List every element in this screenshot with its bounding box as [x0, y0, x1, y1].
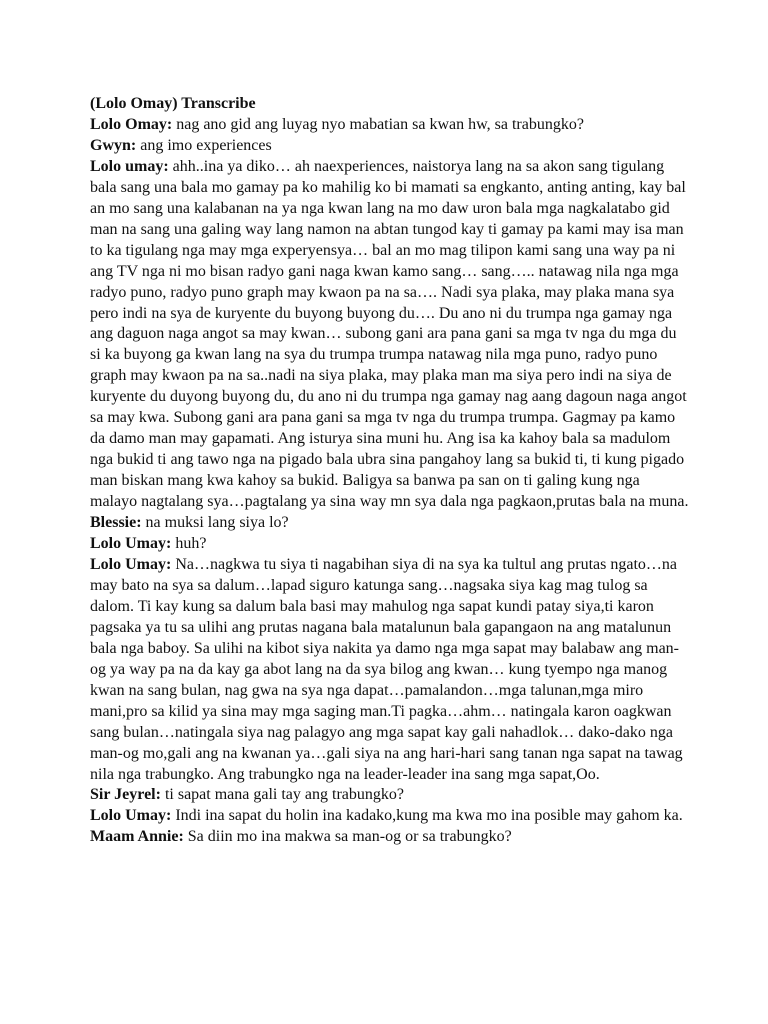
- speaker-name: Lolo Umay:: [90, 555, 172, 573]
- dialogue-text: Sa diin mo ina makwa sa man-og or sa trabungko?: [187, 828, 512, 846]
- speaker-name: Gwyn:: [90, 136, 137, 154]
- dialogue-turn: [90, 157, 690, 513]
- dialogue-text: huh?: [175, 535, 207, 553]
- dialogue-turn: [90, 555, 690, 785]
- dialogue-text: ahh..ina ya diko… ah naexperiences, naistorya lang na sa akon sang tigulang bala sang una bala mo gamay pa ko mahilig ko bi mamati sa engkanto, anting anting, kay bal an mo sang una kalabanan na ya nga kwan lang na mo daw uron bala mga nagkalatabo gid man na sang una galing way lang namon na abtan tungod kay ti gamay pa kami may isa man to ka tigulang nga may mga experyensya… bal an mo mag tilipon kami sang una way pa ni ang TV nga ni mo bisan radyo gani naga kwan kamo sang… sang….. natawag nila nga mga radyo puno, radyo puno graph may kwaon pa na sa…. Nadi sya plaka, may plaka mana sya pero indi na sya de kuryente du buyong buyong du…. Du ano ni du trumpa nga gamay nga ang daguon naga angot sa may kwan… subong gani ara pana gani sa mga tv nga du mga du si ka buyong ga kwan lang na sya du trumpa trumpa natawag nila mga puno, radyo puno graph may kwaon pa na sa..nadi na siya plaka, may plaka man ma siya pero indi na siya de kuryente du duyong buyong du, du ano ni du trumpa nga gamay nag aang dagoun naga angot sa may kwa. Subong gani ara pana gani sa mga tv nga du trumpa trumpa. Gagmay pa kamo da damo man may gapamati. Ang isturya sina muni hu. Ang isa ka kahoy bala sa madulom nga bukid ti ang tawo nga na pigado bala ubra sina pangahoy lang sa bukid ti, ti kung pigado man biskan mang kwa kahoy sa bukid. Baligya sa banwa pa san on ti galing kung nga malayo nagtalang sya…pagtalang ya sina way mn sya dala nga pagkaon,prutas bala na muna.: [90, 157, 689, 511]
- dialogue-text: Indi ina sapat du holin ina kadako,kung ma kwa mo ina posible may gahom ka.: [175, 807, 683, 825]
- dialogue-turn: [90, 513, 690, 534]
- speaker-name: Lolo Umay:: [90, 535, 172, 553]
- speaker-name: Maam Annie:: [90, 828, 184, 846]
- speaker-name: Lolo Umay:: [90, 807, 172, 825]
- dialogue-turn: [90, 115, 690, 136]
- dialogue-text: ti sapat mana gali tay ang trabungko?: [164, 786, 404, 804]
- document-title: (Lolo Omay) Transcribe: [90, 95, 256, 112]
- speaker-name: Blessie:: [90, 514, 142, 532]
- dialogue-text: na muksi lang siya lo?: [145, 514, 289, 532]
- dialogue-text: ang imo experiences: [140, 136, 272, 154]
- dialogue-turn: [90, 136, 690, 157]
- speaker-name: Lolo Omay:: [90, 115, 173, 133]
- dialogue-text: nag ano gid ang luyag nyo mabatian sa kwan hw, sa trabungko?: [176, 115, 584, 133]
- dialogue-turn: [90, 534, 690, 555]
- dialogue-turn: [90, 806, 690, 827]
- transcript-body: [90, 94, 690, 848]
- speaker-name: Sir Jeyrel:: [90, 786, 161, 804]
- dialogue-turn: [90, 785, 690, 806]
- speaker-name: Lolo umay:: [90, 157, 169, 175]
- dialogue-turn: [90, 827, 690, 848]
- dialogue-text: Na…nagkwa tu siya ti nagabihan siya di na sya ka tultul ang prutas ngato…na may bato na sya sa dalum…lapad siguro katunga sang…nagsaka siya kag mag tulog sa dalom. Ti kay kung sa dalum bala basi may mahulog nga sapat kundi patay siya,ti karon pagsaka ya tu sa ulihi ang prutas nagana bala matalunun bala gapangaon na ang matalunun bala nga baboy. Sa ulihi na kibot siya nakita ya damo nga mga sapat may balabaw ang man-og ya way pa na da kay ga abot lang na da sya bilog ang kwan… kung tyempo nga manog kwan na sang bulan, nag gwa na sya nga dapat…pamalandon…mga talunan,mga miro mani,pro sa kilid ya sina may mga saging man.Ti pagka…ahm… natingala karon oagkwan sang bulan…natingala siya nag palagyo ang mga sapat kay gali nahadlok… dako-dako nga man-og mo,gali ang na kwanan ya…gali siya na ang hari-hari sang tanan nga sapat na tawag nila nga trabungko. Ang trabungko nga na leader-leader ina sang mga sapat,Oo.: [90, 555, 683, 783]
